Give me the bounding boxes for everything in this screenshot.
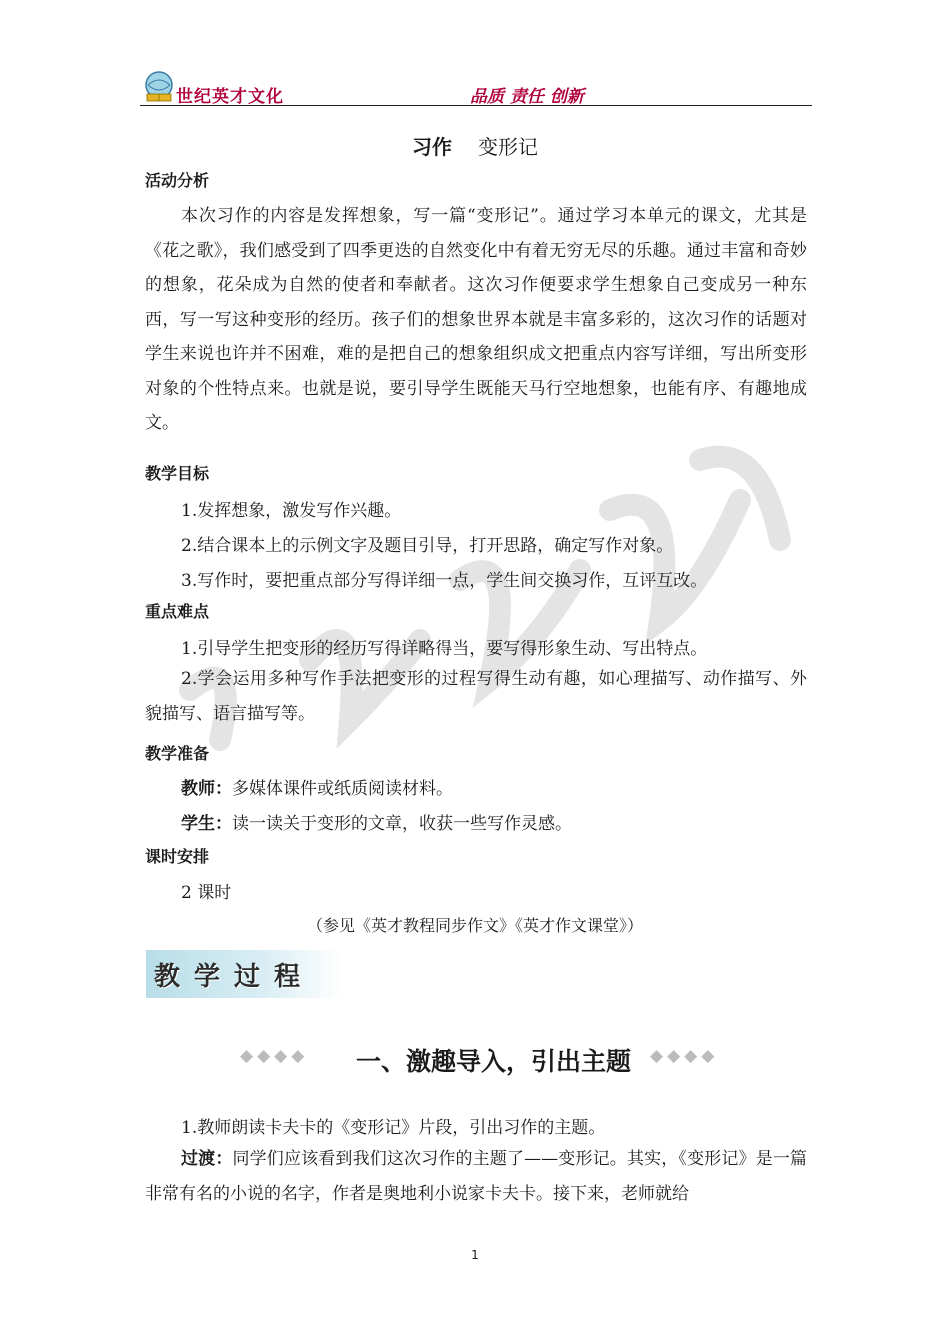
goal-item: 2.结合课本上的示例文字及题目引导，打开思路，确定写作对象。 xyxy=(181,536,674,556)
goal-item: 1.发挥想象，激发写作兴趣。 xyxy=(181,501,402,521)
difficulty-item: 2.学会运用多种写作手法把变形的过程写得生动有趣，如心理描写、动作描写、外貌描写、语言描写等。 xyxy=(145,669,807,724)
transition-text: 同学们应该看到我们这次习作的主题了——变形记。其实，《变形记》是一篇非常有名的小说的名字，作者是奥地利小说家卡夫卡。接下来，老师就给 xyxy=(145,1149,808,1204)
teacher-text: 多媒体课件或纸质阅读材料。 xyxy=(232,779,453,799)
student-prep xyxy=(181,809,572,834)
brand-name: 世纪英才文化 xyxy=(176,87,284,107)
transition-label: 过渡： xyxy=(181,1149,233,1169)
slogan: 品质 责任 创新 xyxy=(470,87,584,107)
page-title xyxy=(0,131,950,160)
header-divider xyxy=(140,105,812,106)
teacher-prep xyxy=(181,774,453,799)
teacher-label: 教师： xyxy=(181,779,232,799)
process-banner xyxy=(146,950,342,998)
section-heading-analysis: 活动分析 xyxy=(145,171,210,190)
section-heading-schedule: 课时安排 xyxy=(145,847,210,866)
diamond-decoration-right-icon: ◆◆◆◆ xyxy=(650,1046,719,1066)
title-part1: 习作 xyxy=(412,135,452,159)
step1-transition xyxy=(145,1142,807,1211)
reference-note: （参见《英才教程同步作文》《英才作文课堂》） xyxy=(306,916,643,935)
step1-title: 一、激趣导入，引出主题 xyxy=(356,1047,632,1076)
difficulty-item: 1.引导学生把变形的经历写得详略得当，要写得形象生动、写出特点。 xyxy=(181,639,708,659)
student-text: 读一读关于变形的文章，收获一些写作灵感。 xyxy=(232,814,572,834)
globe-book-logo xyxy=(142,70,176,104)
section-heading-difficulties: 重点难点 xyxy=(145,602,210,621)
step1-item1: 1.教师朗读卡夫卡的《变形记》片段，引出习作的主题。 xyxy=(181,1118,606,1138)
analysis-paragraph: 本次习作的内容是发挥想象，写一篇“变形记”。通过学习本单元的课文，尤其是《花之歌》，我们感受到了四季更迭的自然变化中有着无穷无尽的乐趣。通过丰富和奇妙的想象，花朵成为自然的使者和奉献者。这次习作便要求学生想象自己变成另一种东西，写一写这种变形的经历。孩子们的想象世界本就是丰富多彩的，这次习作的话题对学生来说也许并不困难，难的是把自己的想象组织成文把重点内容写详细，写出所变形对象的个性特点来。也就是说，要引导学生既能天马行空地想象，也能有序、有趣地成文。 xyxy=(145,206,807,433)
section-heading-preparation: 教学准备 xyxy=(145,744,210,763)
page-header xyxy=(140,66,812,106)
title-part2: 变形记 xyxy=(478,135,538,159)
goal-item: 3.写作时，要把重点部分写得详细一点，学生间交换习作，互评互改。 xyxy=(181,571,708,591)
student-label: 学生： xyxy=(181,814,232,834)
process-banner-label: 教学过程 xyxy=(154,962,315,992)
section-heading-goals: 教学目标 xyxy=(145,464,210,483)
page-number: 1 xyxy=(471,1248,479,1262)
diamond-decoration-left-icon: ◆◆◆◆ xyxy=(240,1046,309,1066)
schedule-text: 2 课时 xyxy=(181,883,232,903)
